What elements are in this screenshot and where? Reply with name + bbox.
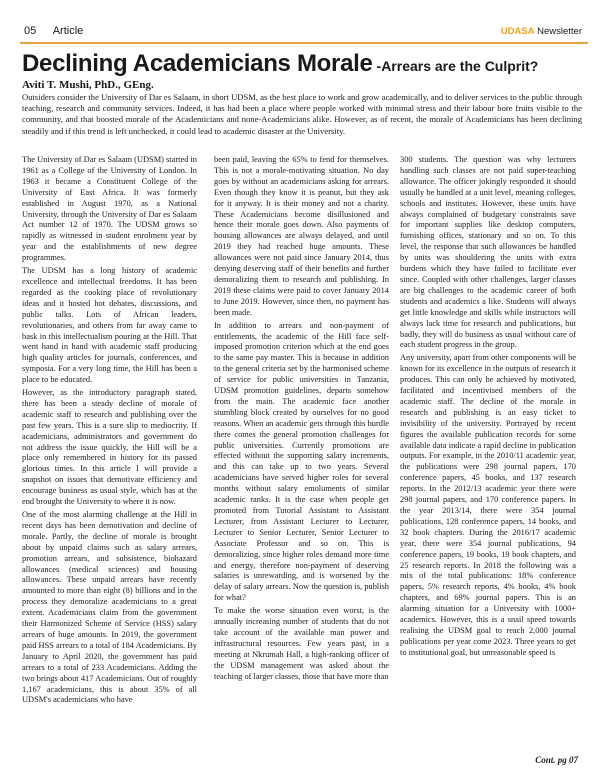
author-byline: Aviti T. Mushi, PhD., GEng. bbox=[22, 79, 154, 91]
page-number: 05 bbox=[24, 25, 37, 37]
paragraph: In addition to arrears and non-payment of entitlements, the academic of the Hill face self-imposed promotion criterion which at the end goes to the same pay master. This is because in addition to the general criteria set by the harmonised scheme of service for public universities in Tanzania, UDSM promotion guidelines, departs somehow from the main. The academic face another stumbling block created by ourselves for no good reasons. When an academic gets through this hurdle there comes the general promotion challenges for public universities. Currently promotions are effected without the supporting salary increments, and this can take up to two years. Several academicians have served higher roles for several months without salary emoluments of similar academic ranks. It is the case when people get promoted from Tutorial Assistant to Assistant Lecturer, from Assistant Lecturer to Lecturer, Lecturer to Senior Lecturer, Senior Lecturer to Associate Professor and so on. This is demoralizing, since higher roles demand more time and energy, therefore non-payment of deserving salaries is unrewarding, and is worsened by the delay of salary arrears. Now the question is, publish for what? bbox=[214, 320, 389, 603]
brand-name: UDASA bbox=[500, 25, 535, 37]
section-label: Article bbox=[52, 25, 84, 37]
article-subtitle: -Arrears are the Culprit? bbox=[376, 58, 539, 74]
paragraph: One of the most alarming challenge at the Hill in recent days has been demotivation and decline of morale. Partly, the decline of morale is brought about by unpaid claims such as salary arrears, promotion arrears, and subsistence, biohazard allowances (medical sciences) and housing allowances. These unpaid arrears have recently amounted to more than eight (8) billions and in the process they demoralize academicians to a great extent. Academicians claim from the government their Harmonized Scheme of Service (HSS) salary arrears of huge amounts. In 2019, the government paid HSS arrears to a total of 184 Academicians. By January to April 2020, the government has paid arrears to a total of 233 Academicians. Adding the two brings about 417 Academicians. Out of roughly 1,167 academicians, this is about 35% of all UDSM's academicians who have bbox=[22, 510, 197, 705]
paragraph: To make the worse situation even worst, is the annually increasing number of students that do not take account of the available man power and infrastructural resources. Few years past, in a meeting at Nkrumah Hall, a high-ranking officer of the UDSM management was asked about the teaching of larger classes, those that have more than bbox=[214, 606, 389, 681]
header-left bbox=[24, 25, 83, 37]
article-title: Declining Academicians Morale bbox=[22, 50, 373, 77]
header-divider bbox=[20, 42, 588, 44]
intro-paragraph: Outsiders consider the University of Dar es Salaam, in short UDSM, as the best place to work and grow academically, and to deliver services to the public through teaching, research and community services. Indeed, it has had been a place where people worked with minimal stress and their labour bore fruits visible to the community, and that boosted morale of the Academicians and none-Academicians alike. However, as of recent, the morale of Academicians has been declining steadily and if this trend is left unchecked, it could lead to academic disaster at the University. bbox=[22, 92, 582, 136]
publication-name bbox=[501, 26, 582, 37]
paragraph: 300 students. The question was why lecturers handling such classes are not paid super-teaching allowance. The officer jokingly responded it should usually be handled at a unit level, meaning colleges, schools and institutes. However, these units have always complained of budgetary constraints save for important supplies like desktop computers, furnishing offices, stationary and so on. To this level, the response that such allowances be handled by units was shouldering the units with extra burdens which they have failed to facilitate ever since. Coupled with other challenges, larger classes are big challenges to the academic career of both students and academics a like. Students will always get little knowledge and skills while instructors will always lack time for research and publications, but badly, they will do business as usual without care of each student progress in the group. bbox=[400, 155, 576, 350]
paragraph: However, as the introductory paragraph stated, there has been a steady decline of morale of academic staff to research and publishing over the past few years. This is a sure slip to mediocrity. If academicians, administrators and government do not address the issue quickly, the Hill will be a place only remembered in history for its passed glorious times. In this article I will provide a snapshot on issues that demotivate efficiency and encourage business as usual style, which has at the end brought the University to where it is now. bbox=[22, 388, 197, 507]
publication-label: Newsletter bbox=[537, 25, 582, 37]
paragraph: Any university, apart from other components will be known for its excellence in the outputs of research it produces. This can only be achieved by motivated, facilitated and incentivised members of the academic staff. The decline of the morale in research and publishing is an easy ticket to invisibility of the university. Portrayed by recent figures the available publication records for some available data indicate a rapid decline in publication outputs. For example, in the 2010/11 academic year, the publications were 298 journal papers, 170 conference papers, 45 books, and 137 research reports. In the 2012/13 academic year there were 298 journal papers, and 170 conference papers. In the year 2013/14, there were 354 journal publications, 128 conference papers, 14 books, and 32 book chapters. During the 2016/17 academic year, there were 354 journal publications, 94 conference papers, 19 books, 19 book chapters, and 25 research reports. In 2018 the following was a mix of the total publications: 18% conference papers, 5% research reports, 4% books, 4% book chapters, and 69% journal papers. This is an alarming situation for a University with 1000+ academics. However, this is a snail speed towards realising the UDSM goal to reach 2,000 journal publications per year come 2023. Three years to get to institutional goal, but unreasonable speed is bbox=[400, 353, 576, 657]
body-column-1 bbox=[22, 155, 197, 740]
article-heading bbox=[22, 50, 592, 78]
paragraph: been paid, leaving the 65% to fend for themselves. This is not a morale-motivating situation. No day goes by without an academicians asking for arrears. Even though they know it is peanut, but they ask for it anyway. It is their money and not a charity. These Academicians become disillusioned and hence their morale goes down. Also payments of housing allowances are always delayed, and until 2019 they had reached huge amounts. These allowances were not paid since January 2014, thus denying deserving staff of their benefits and further demoralizing them to research and publishing. In 2019 these claims were paid to cover January 2014 to June 2019. However, since then, no payment has been made. bbox=[214, 155, 389, 317]
continued-note: Cont. pg 07 bbox=[535, 755, 578, 765]
body-column-2 bbox=[214, 155, 389, 740]
page-header bbox=[0, 22, 600, 40]
paragraph: The University of Dar es Salaam (UDSM) started in 1961 as a College of the University of London. In 1963 it became a Constituent College of the University of East Africa. It was formerly established in August 1970, as a National University, through the University of Dar es Salaam Act number 12 of 1970. The UDSM grows so rapidly as witnessed in student enrolment year by year and the establishments of new degree programmes. bbox=[22, 155, 197, 263]
body-column-3 bbox=[400, 155, 576, 740]
paragraph: The UDSM has a long history of academic excellence and intellectual freedoms. It has been regarded as the cooking place of revolutionary ideas and it hosted hot debates, discussions, and public talks. Lots of African leaders, revolutionaries, and others from far away came to bask in this intellectualism pouring at the Hill. That went hand in hand with academic staff producing high quality articles for journals, conferences, and symposia. For a very long time, the Hill has been a place to be educated. bbox=[22, 266, 197, 385]
